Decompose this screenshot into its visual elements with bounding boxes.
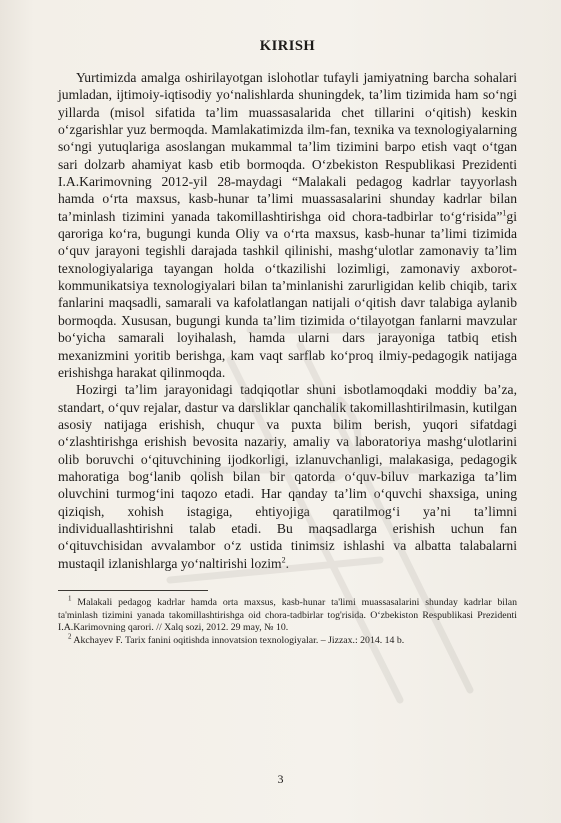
footnote-1-text: Malakali pedagog kadrlar hamda orta maxsus, kasb-hunar ta'limi muassasalarini shunday kadrlar bilan ta'minlash tizimini yanada takomillashtirishga oid chora-tadbirlar tog'risida. O‘zbekiston Respublikasi Prezidenti I.A.Karimovning qarori. // Xalq sozi, 2012. 29 may, № 10. [58,596,517,634]
footnote-ref-2: 2 [281,555,286,565]
page-number: 3 [277,772,284,786]
footnote-2-mark: 2 [68,632,72,641]
paragraph-2-text: Hozirgi ta’lim jarayonidagi tadqiqotlar shuni isbotlamoqdaki moddiy ba’za, standart, o‘quv rejalar, dastur va darsliklar qanchalik takomillashtirilmasin, kutilgan asosiy natijaga erishish, chuqur va puxta bilim berish, yuqori sifatdagi o‘zlashtirishga erishish bevosita nazariy, amaliy va laboratoriya mashg‘ulotlarini olib boruvchi o‘qituvchining ijodkorligi, izlanuvchanligi, malakasiga, pedagogik mahoratiga bog‘lanib qolish bilan bir qatorda o‘quv-biluv markaziga ta’lim oluvchini turmog‘ini taqozo etadi. Har qanday ta’lim o‘quvchi shaxsiga, uning qiziqish, xohish istagiga, ehtiyojiga qaratilmog‘i ya’ni ta’limni individuallashtirishni talab etadi. Bu maqsadlarga erishish uchun fan o‘qituvchisidan avvalambor o‘z ustida tinimsiz ishlashi va albatta talabalarni mustaqil izlanishlarga yo‘naltirishi lozim [58,382,517,571]
paragraph-1-text: Yurtimizda amalga oshirilayotgan islohotlar tufayli jamiyatning barcha sohalari jumladan, ijtimoiy-iqtisodiy yo‘nalishlarda shuningdek, ta’lim tizimida ham so‘ngi yillarda (misol sifatida ta’lim muassasalarida chet tillarini o‘qitish) keskin o‘zgarishlar yuz bermoqda. Mamlakatimizda ilm-fan, texnika va texnologiyalarning so‘ngi yutuqlariga asoslangan mukammal ta’lim tizimini barpo etish vaqt o‘tgan sari dolzarb ahamiyat kasb etib bormoqda. O‘zbekiston Respublikasi Prezidenti I.A.Karimovning 2012-yil 28-maydagi “Malakali pedagog kadrlar tayyorlash hamda o‘rta maxsus, kasb-hunar ta’limi muassasalarini shunday kadrlar bilan ta’minlash tizimini yanada takomillashtirishga oid chora-tadbirlar to‘g‘risida” [58,70,517,224]
paragraph-1-rest: gi qaroriga ko‘ra, bugungi kunda Oliy va o‘rta maxsus, kasb-hunar ta’limi tizimida o‘quv jarayoni tegishli darajada tashkil qilinishi, mashg‘ulotlar zamonaviy ta’lim texnologiyalariga tayangan holda o‘tkazilishi lozimligi, zamonaviy axborot-kommunikatsiya texnologiyalari bilan ta’minlanishi zarurligidan kelib chiqib, tarix fanlarini maqsadli, samarali va kafolatlangan natijali o‘qitish davr talabiga aylanib bormoqda. Xususan, bugungi kunda ta’lim tizimida o‘tilayotgan fanlarni mavzular bo‘yicha samarali loyihalash, hamda ularni dars jarayoniga tatbiq etish mexanizmini yoritib berishga, kam vaqt sarflab ko‘proq ilmiy-pedagogik natijaga erishishga harakat qilinmoqda. [58,208,517,380]
paragraph-2 [58,381,517,572]
page-title: KIRISH [259,38,316,54]
paragraph-2-rest: . [285,555,290,571]
footnote-1-mark: 1 [68,594,72,603]
footnote-ref-1: 1 [502,208,507,218]
paragraph-1 [58,69,517,381]
footnote-2-text: Akchayev F. Tarix fanini oqitishda innovatsion texnologiyalar. – Jizzax.: 2014. 14 b. [71,634,405,646]
footnote-2 [58,632,517,648]
footnote-1 [58,594,517,635]
footnote-divider [58,590,208,591]
